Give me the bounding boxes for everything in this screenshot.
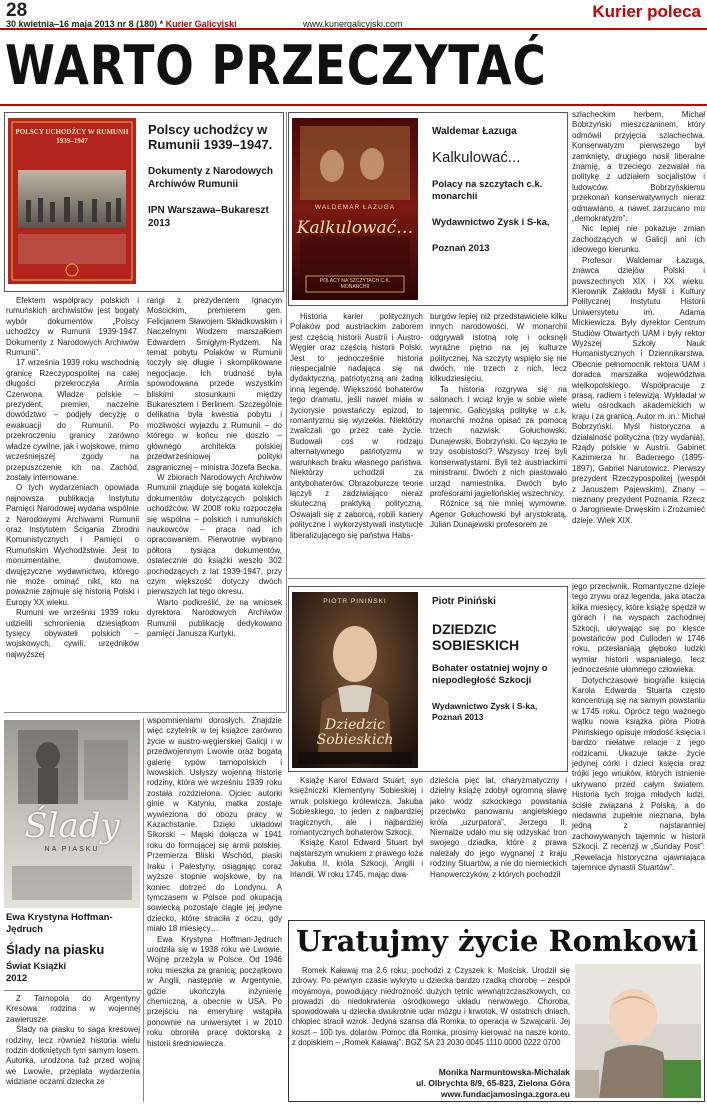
book3-publisher: Świat Książki [6,961,67,972]
book1-text-col1 [6,296,139,660]
paragraph: Romek Kaławaj ma 2,6 roku; pochodzi z Czyszek k. Mościsk. Urodził się zdrowy. Po pewnym czasie wykryto u dziecka bardzo rzadką chorobę – zespół moyamoya, powodujący niedrożność dużych tętnic wewnątrzczaszkowych, co prowadzi do niedokrwienia ośrodkowego układu nerwowego. Choroba, spowodowała u dziecka dwukrotnie udar mózgu i krwotok. W ostatnich dniach, chłopiec stracił wzrok. Jedyna szansa dla Romka, to operacja w Szwajcarii. Jej koszt – 100 tys. dolarów. Pomoc dla Romka, prosimy kierować na nasze konto, z dopiskiem – „Romek Kaławaj”: BGŻ SA 23 2030 0045 1110 0000 0222 0700 [292,966,570,1048]
book2-text-col1 [290,312,423,541]
book4-info [432,596,566,723]
issue-info [6,19,237,29]
paragraph: burgów lepiej niż przedstawiciele kilku innych narodowości. W monarchii odgrywali istotną rolę i ocksnęli wyraźne piętno na jej kulturze politycznej. Na szczyty wspięło się nie dwóch, nie trzech z nich, lecz kilkudziesięciu. [430,312,567,384]
paragraph: Ślady na piasku to saga kresowej rodziny, lecz również historia wielu rodzin dotkniętych tym samym losem. Autorka, urodzona tuż przed wojną we Lwowie, przeplata wydarzenia widziane oczami dziecka ze [6,1025,140,1087]
book4-cover-author: PIOTR PINIŃSKI [323,598,387,605]
issue-text: 30 kwietnia–16 maja 2013 nr 8 (180) * [6,19,166,29]
book4-publisher: Wydawnictwo Zysk i S-ka, Poznań 2013 [432,700,538,722]
book3-cover-sub: NA PIASKU [44,846,100,853]
paragraph: Nic lepiej nie pokazuje zmian zachodzących w Galicji ani ich ideowego kierunku. [572,224,705,255]
paragraph: szlacheckim herbem, Michał Bobrzyński mieszczaninem, który odmówił przyjęcia szlachectwa. Konserwatyzm pierwszego był zamknięty, drugiego nosił liberalne znamię, a trzeciego zezwalał na politykę z udziałem socjalistów i ludowców. Bobrzyńskiemu przekonań konserwatywnych nieraz odmawiano, a nawet zarzucano mu „demokratyzm”. [572,110,705,224]
paragraph: Historia karier politycznych Polaków pod austriackim zaborem jest częścią historii Austrii i Austro-Węgier oraz częścią historii Polski. Jest to jednocześnie historia niespecjalnie nadająca się na dydaktyczną, patriotyczną ani żadną inną legendę. Większość bohaterów tego dramatu, jeśli nawet miała w życiorysie powstańczy epizod, to romantyzmu się wyrzekła. Niektórzy zwalczali go przez całe życie. Budowali coś w rodzaju alternatywnego patriotyzmu w warunkach braku własnego państwa. Niektórzy uchodzili za antybohaterów. Obrazoburcze teorie łączyli z zadziwiająco nieraz skuteczną praktyką polityczną. Oswajali się z zaborcą, robili kariery polityczne i wykorzystywali instytucje liberalizującego się państwa Habs- [290,312,423,540]
appeal-body [292,966,570,1048]
book3-info [6,912,140,985]
brand-inline: Kurier Galicyjski [165,19,237,29]
paragraph: dzieścia pięć lat, charyzmatyczny i dzielny książę zdobył ogromną sławę jako wódz szkockiego powstania przeciwko panowaniu angielskiego króla „uzurpatora”, Jerzego II. Niemalże udało mu się odzyskać tron swojego dziadka, które z prawa należały do jego wygnanej z kraju rodziny Stuartów, a nie do niemieckich Hanowerczyków, z których pochodził [430,776,567,879]
paragraph: Profesor Waldemar Łazuga, znawca dziejów Polski i powszechnych XIX i XX wieku. Kierownik Zakładu Myśli i Kultury Politycznej Instytutu Historii Uniwersytetu im. Adama Mickiewicza. Były dyrektor Centrum Studiów Otwartych UAM i były rektor Wyższej Szkoły Nauk Humanistycznych i Dziennikarstwa. Obecnie pełnomocnik rektora UAM i doradca marszałka województwa wielkopolskiego. Współpracuje z prasą, radiem i telewizją. Wykładał w wielu ośrodkach akademickich w kraju i za granicą. Autor m. in.: Michał Bobrzyński. Myśl historyczna a działalność polityczna (trzy wydania), Rządy polskie w Austrii. Gabinet Kazimierza hr. Badeniego (1895-1897), Gabriel Narutowicz. Pierwszy prezydent Rzeczypospolitej (wespół z Januszem Pajewskim), Znany – nieznany prezydent Poznania. Rzecz o Jarogniewie Drwęskim i Zrozumieć dzieje. Wiek XIX. [572,255,705,525]
paragraph: Ewa Krystyna Hoffman-Jędruch urodziła się w 1938 roku we Lwowie. Wojnę przeżyła w Polsce. Od 1946 roku mieszka za granicą; początkowo w Anglii, następnie w Argentynie, gdzie ukończyła inżynierię chemiczną, a obecnie w USA. Po przejściu na emeryturę wstąpiła ponownie na uniwersytet i w 2010 roku obroniła pracę doktorską z historii średniowiecza. [147,934,282,1048]
book2-title: Kalkulować... [432,148,521,166]
section-rule [288,578,705,579]
paragraph: Różnice są nie mniej wymowne. Agenor Gołuchowski był arystokratą, Julian Dunajewski profesorem ze [430,499,567,530]
appeal-contact [292,1067,570,1100]
paragraph: Rumuni we wrześniu 1939 roku udzielili schronienia dziesiątkom tysięcy obywateli polskich – wojskowych, cywili, urzędników najwyższej [6,608,139,659]
book2-text-col3 [572,110,705,526]
page-title: WARTO PRZECZYTAĆ [5,34,547,97]
appeal-headline: Uratujmy życie Romkowi [296,924,699,958]
contact-address: ul. Olbrychta 8/9, 65-823, Zielona Góra [415,1078,570,1088]
section-rule [4,990,142,991]
book4-title: DZIEDZIC SOBIESKICH [432,620,520,653]
contact-url[interactable]: www.fundacjamosinga.zgora.eu [440,1089,570,1099]
book3-title: Ślady na piasku [6,942,105,957]
website-link[interactable]: www.kuriergalicyjski.com [303,19,403,29]
book3-author: Ewa Krystyna Hoffman-Jędruch [6,912,113,935]
book3-text-col1 [6,994,140,1088]
column-rule [143,718,144,1102]
book2-text-col2 [430,312,567,531]
paragraph: Efektem współpracy polskich i rumuńskich archiwistów jest bogaty wybór dokumentów „Polscy uchodźcy w Rumunii 1939-1947. Dokumenty z Narodowych Archiwów Rumunii”. [6,296,139,358]
book3-year: 2012 [6,973,28,984]
book2-cover-sub: POLACY NA SZCZYTACH C.K. MONARCHII [319,278,391,290]
paragraph: Dotychczasowe biografie księcia Karola Edwarda Stuarta często koncentrują się na samym powstaniu w 1745 roku. Oprócz tego ważnego wątku nowa książka pióra Piotra Pinińskiego opisuje młodość księcia i bardzo niełatwe relacje z jego rodzicami. Ukazuje także życie jedynej córki i dzieci księcia oraz trójki jego wnuków, których istnienie ukrywano przed całym światem. Historia tych trojga młodych ludzi, ściśle związana z Polską, a do niedawna zupełnie nieznana, była jedną z najstaranniej zachowywanych tajemnic w historii Szkocji. Z recenzji w „Sunday Post”: „Rewelacja historyczna ujawniająca tajemnice dynastii Stuartów”. [572,675,705,872]
paragraph: wspomnieniami dorosłych. Znajdzie więc czytelnik w tej książce zarówno życie w austro-węgierskiej Galicji i w przedwojennym Lwowie oraz bogatą galerię typów tarnopolskich i lwowskich. Usłyszy wojenną historię rodziny, która we wrześniu 1939 roku została rozdzielona. Ojciec autorki ginie w Katyniu, matka zostaje wywieziona do obozu pracy w Kazachstanie. Dzięki układowi Sikorski – Majski dołącza w 1941 roku do formującej się armii polskiej. Przemierza Bliski Wschód, piaski Iraku i Palestyny, osiągając coraz wyższe stopnie wojskowe, by na koniec dotrzeć do Londynu. A tymczasem w Polsce pod okupacją sowiecką pozostaje ciągle jej jedyne dziecko, które straciła z oczu, gdy miało 18 miesięcy… [147,716,282,934]
book4-subtitle: Bohater ostatniej wojny o niepodległość Szkocji [432,662,548,686]
column-rule [286,112,287,712]
paragraph: O tych wydarzeniach opowiada najnowsza publikacja Instytutu Pamięci Narodowej wydana wspólnie z Narodowymi Archiwami Rumunii oraz Instytutem Ścigania Zbrodni Komunistycznych i Pamięci o Rumuńskim Wychodźstwie. Jest to monumentalne, dwutomowe, dwujęzyczne wydawnictwo, którego nie może ominąć nikt, kto na poważnie zajmuje się historią Polski i Europy XX wieku. [6,483,139,607]
book2-cover-title: Kalkulować… [296,218,414,238]
book2-cover-author: WALDEMAR ŁAZUGA [314,204,396,211]
section-brand: Kurier poleca [592,2,701,21]
book3-cover-title: Ślady [24,806,120,846]
paragraph: jego przeciwnik. Romantyczne dzieje tego zrywu oraz legenda, jaka otacza kilka miesięcy, które książę spędził w górach i na wyspach zachodniej Szkocji, ukrywając się po klęsce powstańców pod Culloden w 1746 roku, przesłaniają głęboko ludzki wymiar historii wspaniałego, lecz jednocześnie ułomnego człowieka. [572,582,705,675]
book4-text-col3 [572,582,705,873]
paragraph: Warto podkreślić, że na wniosek dyrektora Narodowych Archiwów Rumunii publikację dedykowano pamięci Janusza Kurtyki. [147,597,282,638]
book2-publisher: Wydawnictwo Zysk i S-ka, [432,216,550,228]
book4-text-col2 [430,776,567,880]
section-rule [4,712,286,713]
paragraph: 17 września 1939 roku wschodnią granicę Rzeczypospolitej na całej długości przekroczyła Armia Czerwona. Władze polskie – prezydent, premier, naczelne dowództwo – podjęły decyzję o ewakuacji do Rumunii. Po przekroczeniu granicy zarówno władze cywilne, jak i wojskowe, mimo wcześniejszej zgody na przepuszczenie ich na Zachód, zostały internowane. [6,358,139,482]
book2-author: Waldemar Łazuga [432,126,517,137]
paragraph: Z Tarnopola do Argentyny Kresowa rodzina w wojennej zawierusze. [6,994,140,1024]
title-rule [0,104,707,106]
page-header [0,0,707,30]
book4-cover-title: Dziedzic Sobieskich [316,717,394,748]
book1-cover-title: POLSCY UCHODŹCY W RUMUNII 1939–1947 [15,128,129,145]
paragraph: W zbiorach Narodowych Archiwów Rumunii znajduje się bogata kolekcja dokumentów dotyczących polskich uchodźców. W 2008 roku rozpoczęła się wspólna – polskich i rumuńskich naukowców – praca nad ich opracowaniem. Pierwotnie wybrano półtora tysiąca dokumentów, ostatecznie do książki weszło 302 pochodzących z lat 1939-1947, przy czym większość dotyczy dwóch pierwszych lat tego okresu. [147,472,282,597]
paragraph: Książę Karol Edward Stuart był najstarszym wnukiem z prawego łoża Jakuba II, króla Szkocji, Anglii i Irlandii. W roku 1745, mając dwa- [290,838,423,879]
book4-author: Piotr Piniński [432,596,496,607]
book1-publisher: IPN Warszawa–Bukareszt 2013 [148,205,269,229]
paragraph: Ta historia rozgrywa się na salonach. I wciąż kryje w sobie wiele tajemnic. Galicyjską politykę w c.k. monarchii można opisać za pomocą trzech nazwisk: Gołuchowski, Dunajewski, Bobrzyński. Co łączyło te trzy osobistości? Wszyscy trzej byli konserwatystami. Byli też austriackimi ministrami. Dwóch z nich piastowało urząd namiestnika. Dwóch było profesorami jagiellońskiej wszechnicy. [430,384,567,498]
child-photo [575,964,701,1098]
paragraph: rangi z prezydentem Ignacym Mościckim, premierem gen. Felicjanem Sławojem Składkowskim i Naczelnym Wodzem marszałkiem Edwardem Śmigłym-Rydzem. Na temat pobytu Polaków w Rumunii toczyły się długie i skomplikowane negocjacje. Ich trudność była spowodowana przede wszystkim bliskimi stosunkami między Bukaresztem i Berlinem. Szczególnie delikatna była kwestia pobytu i możliwości wyjazdu z Rumunii – do którego w końcu nie doszło – głównego architekta polskiej przedwrześniowej polityki zagranicznej – ministra Józefa Becka. [147,296,282,472]
book1-text-col2 [147,296,282,639]
book1-subtitle: Dokumenty z Narodowych Archiwów Rumunii [148,166,274,190]
book4-text-col1 [290,776,423,880]
book2-place-year: Poznań 2013 [432,242,490,254]
paragraph: Książę Karol Edward Stuart, syn księżniczki Klementyny Sobieskiej i wnuk polskiego królewicza, Jakuba Sobieskiego, to jeden z najbardziej tragicznych, ale i najbardziej romantycznych bohaterów Szkocji. [290,776,423,838]
book1-title: Polscy uchodźcy w Rumunii 1939–1947. [148,122,273,152]
page-number: 28 [6,0,28,21]
contact-name: Monika Narmuntowska-Michalak [438,1067,570,1077]
book4-cover [292,592,418,768]
book2-subtitle: Polacy na szczytach c.k. monarchii [432,178,543,202]
book1-cover [8,118,136,284]
book2-cover [292,118,418,300]
book3-text-col2 [147,716,282,1049]
book2-info [432,126,566,255]
book3-cover [4,720,140,908]
book1-info [148,122,280,230]
